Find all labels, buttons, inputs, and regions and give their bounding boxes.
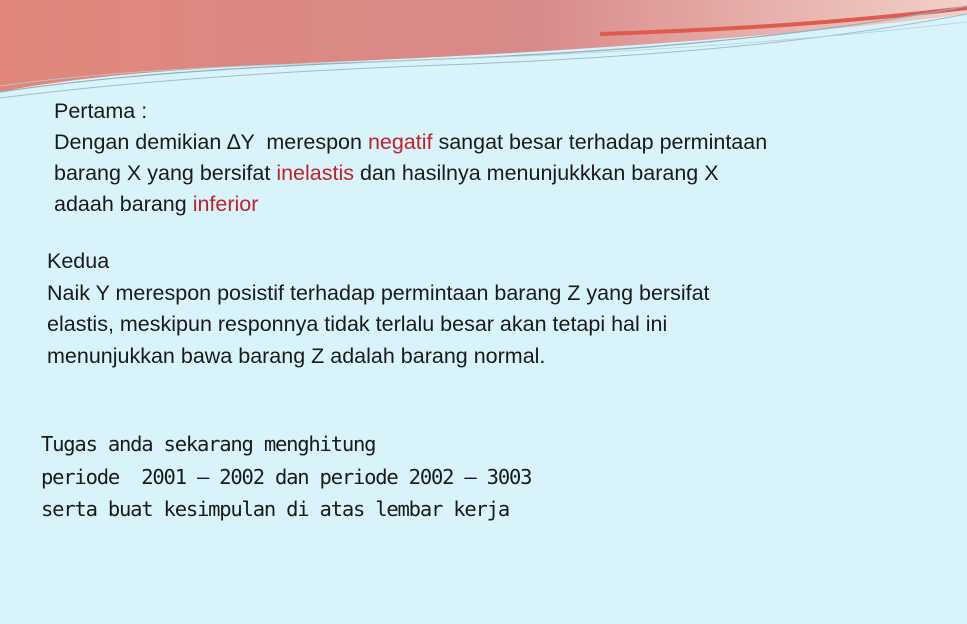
kedua-line-3: menunjukkan bawa barang Z adalah barang normal. (47, 343, 546, 368)
text-block-kedua (47, 246, 927, 372)
pertama-line-3-start: adaah barang (54, 192, 193, 216)
pertama-line-2 (54, 158, 934, 189)
tugas-line-2: periode 2001 – 2002 dan periode 2002 – 3003 (41, 464, 532, 489)
tugas-line-3: serta buat kesimpulan di atas lembar kerja (41, 497, 509, 521)
pertama-line-2-end: dan hasilnya menunjukkkan barang X (354, 161, 719, 185)
highlight-negatif: negatif (367, 130, 433, 154)
pertama-line-1-start: Dengan demikian ∆Y merespon (54, 130, 368, 154)
tugas-line-1: Tugas anda sekarang menghitung (41, 432, 376, 456)
heading-kedua: Kedua (47, 249, 110, 273)
header-wave-decoration (0, 0, 967, 110)
text-block-tugas (41, 428, 921, 526)
pertama-line-1 (54, 127, 934, 158)
pertama-line-2-start: barang X yang bersifat (54, 161, 277, 185)
heading-pertama: Pertama : (54, 99, 148, 123)
highlight-inferior: inferior (192, 192, 259, 216)
kedua-line-1: Naik Y merespon posistif terhadap permintaan barang Z yang bersifat (47, 280, 710, 305)
kedua-line-2: elastis, meskipun responnya tidak terlalu besar akan tetapi hal ini (47, 312, 668, 336)
highlight-inelastis: inelastis (276, 161, 354, 185)
pertama-line-1-end: sangat besar terhadap permintaan (432, 130, 768, 154)
pertama-line-3 (54, 189, 934, 220)
text-block-pertama (54, 96, 934, 220)
header-band (0, 0, 967, 92)
